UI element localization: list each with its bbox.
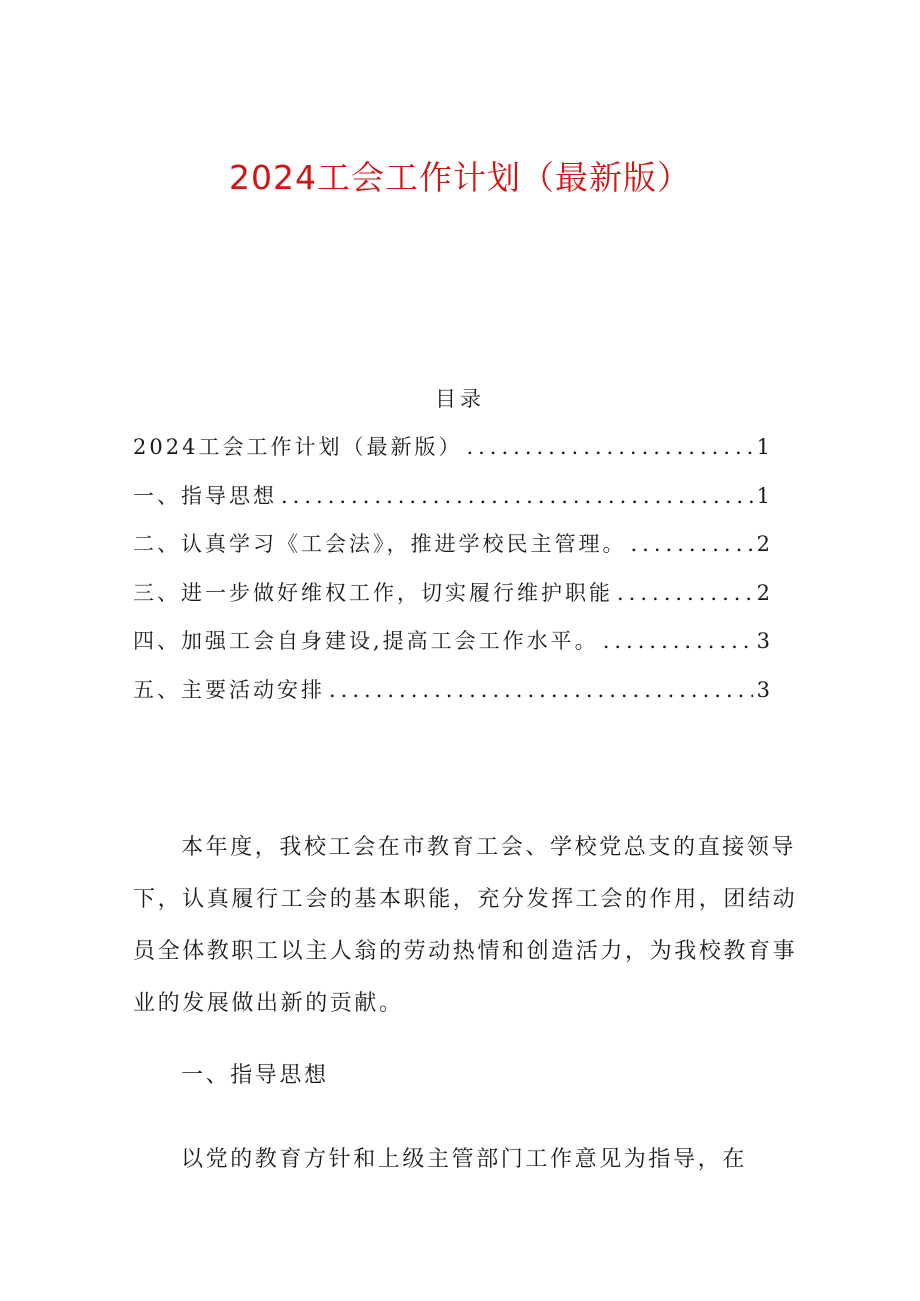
toc-entry[interactable] — [133, 481, 770, 530]
toc-leader-dots — [617, 578, 753, 608]
toc-entry-text: 五、主要活动安排 — [133, 677, 325, 702]
toc-leader-dots — [466, 432, 752, 462]
toc-entry[interactable] — [133, 432, 770, 481]
intro-paragraph: 本年度，我校工会在市教育工会、学校党总支的直接领导下，认真履行工会的基本职能，充分发挥工会的作用，团结动员全体教职工以主人翁的劳动热情和创造活力，为我校教育事业的发展做出新的贡献。 — [133, 835, 798, 1016]
section-heading: 一、指导思想 — [181, 1063, 329, 1088]
document-title: 2024工会工作计划（最新版） — [229, 158, 691, 197]
toc-entry[interactable] — [133, 578, 770, 627]
toc-entry[interactable] — [133, 675, 770, 724]
toc-entry-text: 二、认真学习《工会法》，推进学校民主管理。 — [133, 532, 627, 556]
toc-entry-page: 3 — [756, 677, 770, 702]
toc-entry-text: 四、加强工会自身建设,提高工会工作水平。 — [133, 629, 599, 653]
toc-entry-text: 三、进一步做好维权工作，切实履行维护职能 — [133, 580, 613, 605]
toc-entry-page: 1 — [756, 435, 770, 459]
toc-entry-page: 2 — [756, 532, 770, 556]
toc-entry-page: 3 — [756, 629, 770, 653]
toc-leader-dots — [281, 481, 753, 511]
toc-entry[interactable] — [133, 626, 770, 675]
toc-entry[interactable] — [133, 529, 770, 578]
section-paragraph: 以党的教育方针和上级主管部门工作意见为指导，在 — [181, 1147, 747, 1172]
table-of-contents — [133, 432, 770, 723]
toc-leader-dots — [631, 529, 753, 559]
toc-entry-page: 2 — [756, 580, 770, 605]
toc-leader-dots — [329, 675, 753, 705]
toc-entry-text: 2024工会工作计划（最新版） — [133, 435, 463, 459]
toc-entry-text: 一、指导思想 — [133, 483, 277, 508]
toc-heading: 目录 — [435, 387, 485, 411]
toc-entry-page: 1 — [756, 483, 770, 508]
toc-leader-dots — [603, 626, 753, 656]
